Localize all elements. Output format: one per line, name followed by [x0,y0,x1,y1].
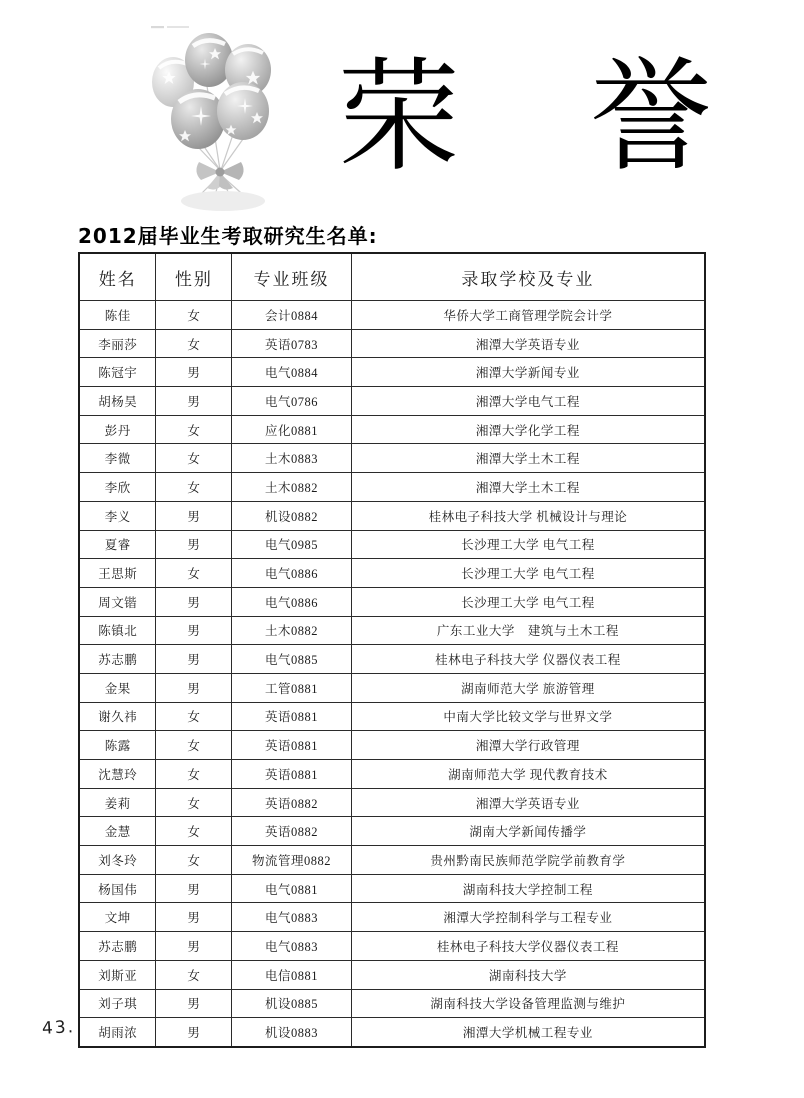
name-cell: 夏睿 [79,530,156,559]
gender-cell: 男 [156,616,232,645]
class-cell: 英语0881 [232,760,352,789]
class-cell: 土木0883 [232,444,352,473]
table-row [79,301,705,330]
section-heading: 2012届毕业生考取研究生名单: [78,224,378,248]
table-row [79,731,705,760]
table-row [79,788,705,817]
school-cell: 湘潭大学英语专业 [351,788,705,817]
table-row [79,501,705,530]
table-row [79,387,705,416]
table-row [79,415,705,444]
name-cell: 陈冠宇 [79,358,156,387]
gender-cell: 女 [156,788,232,817]
table-row [79,645,705,674]
class-cell: 电气0985 [232,530,352,559]
name-cell: 李欣 [79,473,156,502]
roster-table [78,252,706,1048]
class-cell: 英语0882 [232,817,352,846]
gender-cell: 女 [156,444,232,473]
table-row [79,702,705,731]
school-cell: 华侨大学工商管理学院会计学 [351,301,705,330]
class-cell: 英语0783 [232,329,352,358]
class-cell: 工管0881 [232,673,352,702]
class-cell: 电气0786 [232,387,352,416]
table-row [79,329,705,358]
name-cell: 李义 [79,501,156,530]
school-cell: 湘潭大学机械工程专业 [351,1018,705,1047]
name-cell: 周文锴 [79,587,156,616]
name-cell: 刘斯亚 [79,960,156,989]
name-cell: 王思斯 [79,559,156,588]
class-cell: 机设0882 [232,501,352,530]
class-cell: 电信0881 [232,960,352,989]
class-cell: 电气0884 [232,358,352,387]
name-cell: 金果 [79,673,156,702]
roster-table-container [78,252,706,1048]
name-cell: 陈镇北 [79,616,156,645]
name-cell: 苏志鹏 [79,932,156,961]
name-cell: 文坤 [79,903,156,932]
table-row [79,616,705,645]
gender-cell: 女 [156,817,232,846]
name-cell: 沈慧玲 [79,760,156,789]
watermark-smudge [167,26,189,28]
gender-cell: 女 [156,960,232,989]
class-cell: 英语0881 [232,702,352,731]
table-row [79,846,705,875]
name-cell: 胡雨浓 [79,1018,156,1047]
gender-cell: 男 [156,874,232,903]
name-cell: 刘冬玲 [79,846,156,875]
watermark-smudge [151,26,164,28]
gender-cell: 男 [156,645,232,674]
table-body [79,301,705,1047]
class-cell: 电气0886 [232,559,352,588]
header-school: 录取学校及专业 [351,253,705,301]
table-row [79,760,705,789]
gender-cell: 男 [156,358,232,387]
class-cell: 物流管理0882 [232,846,352,875]
gender-cell: 女 [156,559,232,588]
school-cell: 湖南师范大学 现代教育技术 [351,760,705,789]
title-char-rong: 荣 [338,51,460,186]
school-cell: 湘潭大学土木工程 [351,473,705,502]
name-cell: 苏志鹏 [79,645,156,674]
school-cell: 湘潭大学新闻专业 [351,358,705,387]
name-cell: 胡杨昊 [79,387,156,416]
gender-cell: 女 [156,415,232,444]
header-gender: 性别 [156,253,232,301]
name-cell: 李丽莎 [79,329,156,358]
school-cell: 湘潭大学控制科学与工程专业 [351,903,705,932]
class-cell: 会计0884 [232,301,352,330]
table-row [79,587,705,616]
table-row [79,960,705,989]
table-row [79,989,705,1018]
gender-cell: 女 [156,846,232,875]
table-row [79,358,705,387]
table-row [79,817,705,846]
class-cell: 土木0882 [232,473,352,502]
school-cell: 桂林电子科技大学 仪器仪表工程 [351,645,705,674]
header-class: 专业班级 [232,253,352,301]
table-row [79,673,705,702]
balloon-shadow [181,191,265,211]
name-cell: 彭丹 [79,415,156,444]
name-cell: 陈露 [79,731,156,760]
table-row [79,874,705,903]
name-cell: 姜莉 [79,788,156,817]
gender-cell: 女 [156,702,232,731]
page-title [338,40,712,200]
name-cell: 刘子琪 [79,989,156,1018]
gender-cell: 男 [156,387,232,416]
school-cell: 中南大学比较文学与世界文学 [351,702,705,731]
gender-cell: 男 [156,932,232,961]
school-cell: 长沙理工大学 电气工程 [351,559,705,588]
school-cell: 湖南大学新闻传播学 [351,817,705,846]
gender-cell: 男 [156,587,232,616]
school-cell: 湖南科技大学设备管理监测与维护 [351,989,705,1018]
class-cell: 电气0885 [232,645,352,674]
table-row [79,903,705,932]
class-cell: 电气0886 [232,587,352,616]
gender-cell: 女 [156,731,232,760]
gender-cell: 女 [156,329,232,358]
table-row [79,1018,705,1047]
name-cell: 杨国伟 [79,874,156,903]
school-cell: 湘潭大学行政管理 [351,731,705,760]
gender-cell: 男 [156,673,232,702]
school-cell: 长沙理工大学 电气工程 [351,530,705,559]
class-cell: 电气0883 [232,932,352,961]
name-cell: 谢久祎 [79,702,156,731]
class-cell: 电气0883 [232,903,352,932]
name-cell: 李微 [79,444,156,473]
class-cell: 电气0881 [232,874,352,903]
name-cell: 陈佳 [79,301,156,330]
school-cell: 贵州黔南民族师范学院学前教育学 [351,846,705,875]
balloon-cluster [152,33,271,149]
school-cell: 广东工业大学 建筑与土木工程 [351,616,705,645]
gender-cell: 女 [156,473,232,502]
title-char-yu: 誉 [590,51,712,186]
school-cell: 湖南师范大学 旅游管理 [351,673,705,702]
table-row [79,559,705,588]
school-cell: 湖南科技大学 [351,960,705,989]
school-cell: 湘潭大学英语专业 [351,329,705,358]
table-row [79,932,705,961]
balloons-image [135,20,307,218]
school-cell: 桂林电子科技大学 机械设计与理论 [351,501,705,530]
gender-cell: 女 [156,760,232,789]
gender-cell: 男 [156,1018,232,1047]
gender-cell: 男 [156,501,232,530]
table-row [79,473,705,502]
class-cell: 机设0885 [232,989,352,1018]
gender-cell: 男 [156,530,232,559]
school-cell: 桂林电子科技大学仪器仪表工程 [351,932,705,961]
class-cell: 机设0883 [232,1018,352,1047]
school-cell: 湘潭大学电气工程 [351,387,705,416]
school-cell: 湘潭大学土木工程 [351,444,705,473]
school-cell: 湖南科技大学控制工程 [351,874,705,903]
gender-cell: 女 [156,301,232,330]
class-cell: 英语0881 [232,731,352,760]
school-cell: 湘潭大学化学工程 [351,415,705,444]
gender-cell: 男 [156,903,232,932]
class-cell: 土木0882 [232,616,352,645]
table-row [79,444,705,473]
page-number: 43. [41,1017,76,1039]
school-cell: 长沙理工大学 电气工程 [351,587,705,616]
table-header-row [79,253,705,301]
gender-cell: 男 [156,989,232,1018]
class-cell: 英语0882 [232,788,352,817]
table-row [79,530,705,559]
class-cell: 应化0881 [232,415,352,444]
name-cell: 金慧 [79,817,156,846]
header-name: 姓名 [79,253,156,301]
